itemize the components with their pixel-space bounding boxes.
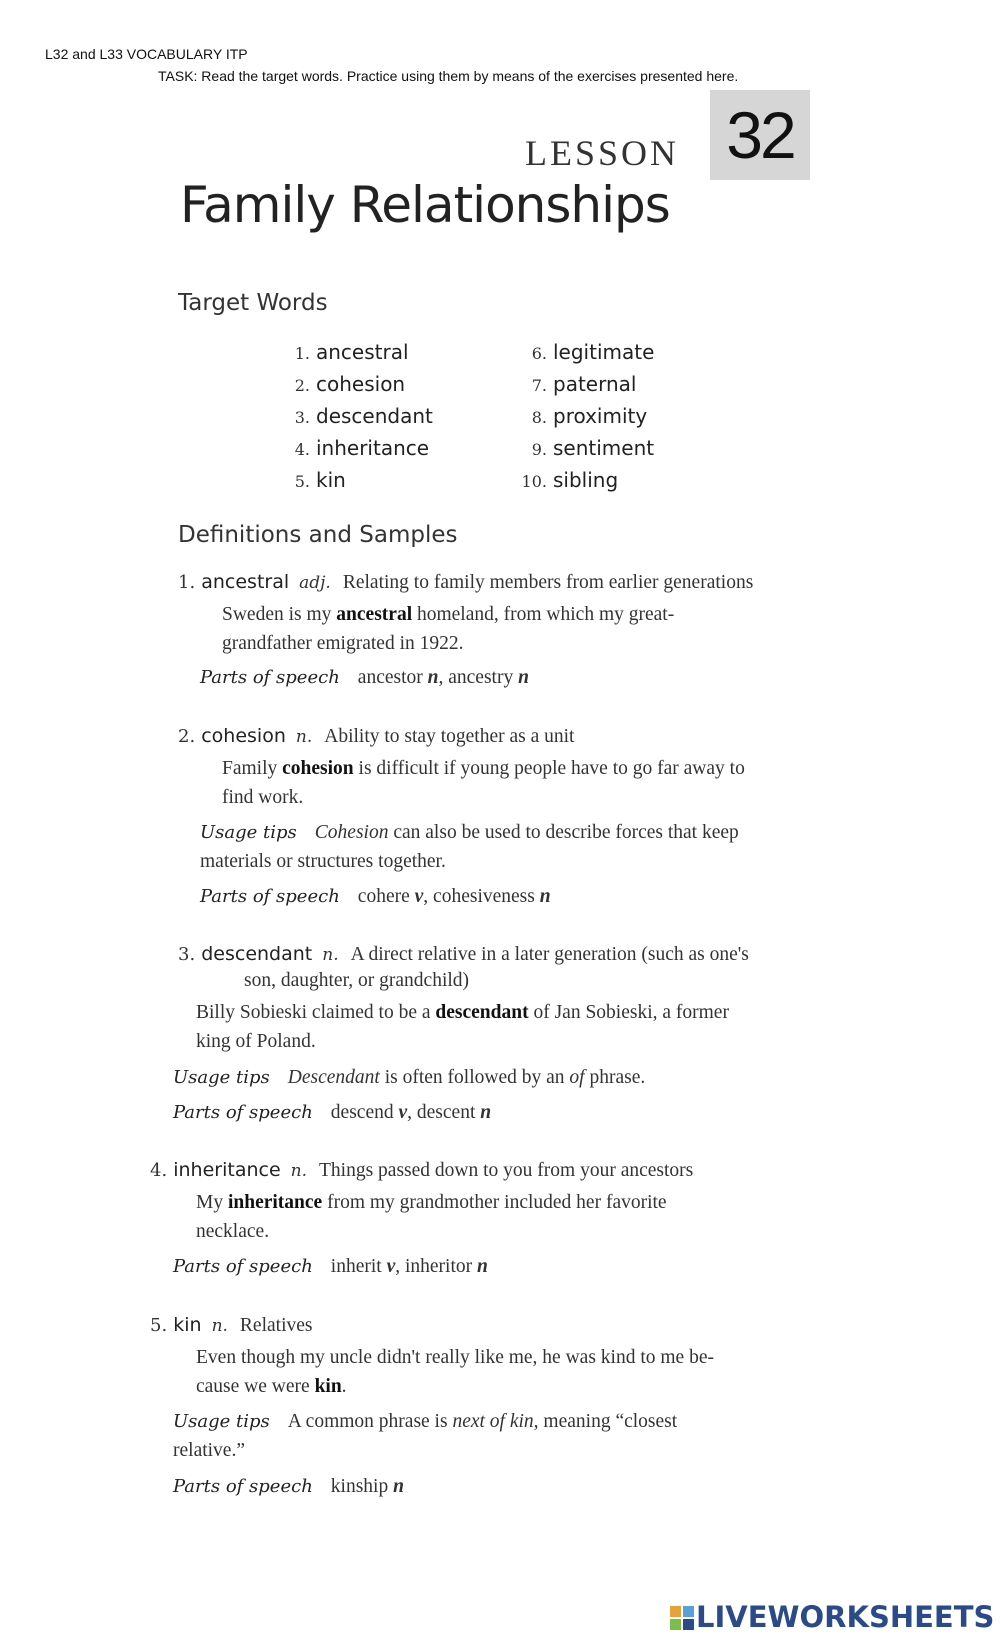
definition-entry-descendant: 3. descendant n. A direct relative in a later generation (such as one's — [178, 943, 749, 965]
definition-entry-ancestral: 1. ancestral adj. Relating to family members from earlier generations — [178, 571, 754, 593]
parts-of-speech-descendant: Parts of speech descend v, descent n — [173, 1102, 492, 1123]
list-item: 4. inheritance — [294, 436, 430, 460]
parts-of-speech-inheritance: Parts of speech inherit v, inheritor n — [173, 1256, 488, 1277]
parts-of-speech-ancestral: Parts of speech ancestor n, ancestry n — [200, 667, 529, 688]
usage-tips-cohesion: Usage tips Cohesion can also be used to describe forces that keep materials or structures together. — [200, 822, 739, 872]
lesson-number: 32 — [726, 98, 794, 172]
list-item: 10. sibling — [521, 468, 619, 492]
target-words-left — [284, 337, 433, 497]
example-ancestral: Sweden is my ancestral homeland, from which my great- grandfather emigrated in 1922. — [222, 604, 675, 654]
definition-line2-descendant: son, daughter, or grandchild) — [244, 970, 470, 991]
example-descendant: Billy Sobieski claimed to be a descendant of Jan Sobieski, a former king of Poland. — [196, 1002, 729, 1052]
document-title: L32 and L33 VOCABULARY ITP — [45, 46, 248, 62]
target-words-right — [521, 337, 654, 497]
definition-entry-kin: 5. kin n. Relatives — [150, 1314, 313, 1336]
list-item: 5. kin — [294, 468, 346, 492]
example-cohesion: Family cohesion is difficult if young people have to go far away to find work. — [222, 758, 745, 808]
definitions-heading: Definitions and Samples — [178, 522, 458, 548]
parts-of-speech-cohesion: Parts of speech cohere v, cohesiveness n — [200, 886, 551, 907]
usage-tips-kin: Usage tips A common phrase is next of kin, meaning “closest relative.” — [173, 1411, 678, 1461]
target-words-heading: Target Words — [178, 290, 328, 316]
list-item: 6. legitimate — [531, 340, 655, 364]
liveworksheets-logo: LIVEWORKSHEETS — [670, 1600, 994, 1634]
example-inheritance: My inheritance from my grandmother included her favorite necklace. — [196, 1192, 667, 1242]
list-item: 7. paternal — [531, 372, 637, 396]
usage-tips-descendant: Usage tips Descendant is often followed by an of phrase. — [173, 1067, 646, 1088]
list-item: 2. cohesion — [294, 372, 406, 396]
list-item: 8. proximity — [531, 404, 648, 428]
lesson-number-box — [710, 90, 810, 180]
list-item: 9. sentiment — [531, 436, 655, 460]
list-item: 1. ancestral — [294, 340, 409, 364]
list-item: 3. descendant — [294, 404, 433, 428]
page-title: Family Relationships — [180, 176, 670, 234]
definition-entry-cohesion: 2. cohesion n. Ability to stay together as a unit — [178, 725, 575, 747]
lesson-label: LESSON — [525, 133, 680, 173]
liveworksheets-icon — [670, 1606, 694, 1630]
parts-of-speech-kin: Parts of speech kinship n — [173, 1476, 404, 1497]
definition-entry-inheritance: 4. inheritance n. Things passed down to you from your ancestors — [150, 1159, 694, 1181]
example-kin: Even though my uncle didn't really like me, he was kind to me be- cause we were kin. — [196, 1347, 714, 1397]
task-instruction: TASK: Read the target words. Practice using them by means of the exercises presented here. — [158, 68, 739, 84]
